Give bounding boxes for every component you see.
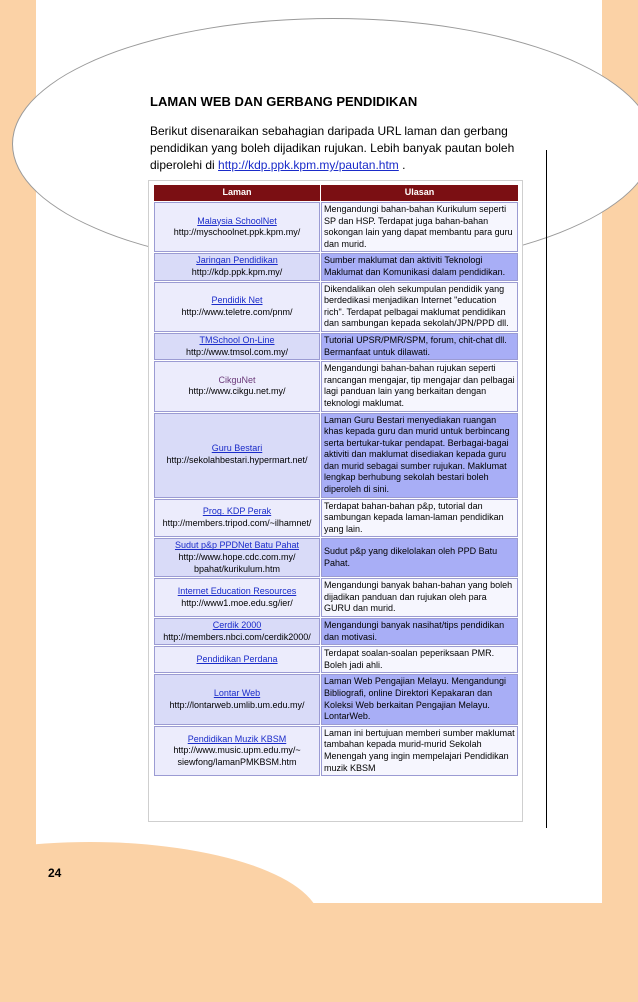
site-description: Terdapat bahan-bahan p&p, tutorial dan sambungan kepada laman-laman pendidikan yang lain.	[321, 499, 518, 538]
table-row	[154, 202, 518, 252]
header-laman: Laman	[154, 185, 320, 201]
intro-link[interactable]: http://kdp.ppk.kpm.my/pautan.htm	[218, 158, 399, 172]
site-cell	[154, 578, 320, 617]
site-url: http://sekolahbestari.hypermart.net/	[166, 455, 308, 466]
site-url: http://lontarweb.umlib.um.edu.my/	[169, 699, 305, 710]
page-number: 24	[48, 866, 62, 880]
site-url: http://kdp.ppk.kpm.my/	[191, 266, 283, 277]
site-url: http://www.music.upm.edu.my/~ siewfong/lamanPMKBSM.htm	[173, 745, 301, 767]
links-table-frame	[148, 180, 523, 822]
site-url: http://www.hope.cdc.com.my/ bpahat/kurikulum.htm	[178, 552, 296, 574]
right-margin-rule	[546, 150, 547, 828]
site-name-link[interactable]: Guru Bestari	[211, 443, 263, 454]
table-header-row	[154, 185, 518, 201]
intro-text: Berikut disenaraikan sebahagian daripada URL laman dan gerbang pendidikan yang boleh dijadikan rujukan. Lebih banyak pautan boleh diperolehi di	[150, 124, 515, 172]
table-row	[154, 646, 518, 673]
header-ulasan: Ulasan	[321, 185, 518, 201]
table-row	[154, 618, 518, 645]
table-row	[154, 282, 518, 332]
site-cell	[154, 674, 320, 724]
site-description: Mengandungi banyak nasihat/tips pendidikan dan motivasi.	[321, 618, 518, 645]
site-url: http://members.nbci.com/cerdik2000/	[163, 631, 311, 642]
site-cell	[154, 202, 320, 252]
site-cell	[154, 333, 320, 360]
site-description: Mengandungi bahan-bahan Kurikulum seperti SP dan HSP. Terdapat juga bahan-bahan sokongan lain yang dapat membantu para guru dan murid.	[321, 202, 518, 252]
table-row	[154, 499, 518, 538]
site-description: Laman ini bertujuan memberi sumber maklumat tambahan kepada murid-murid Sekolah Menengah yang ingin mempelajari Pendidikan muzik KBSM	[321, 726, 518, 776]
site-cell	[154, 361, 320, 411]
page-title: LAMAN WEB DAN GERBANG PENDIDIKAN	[150, 94, 418, 109]
site-name-link[interactable]: Lontar Web	[213, 687, 261, 698]
site-cell	[154, 499, 320, 538]
site-cell	[154, 726, 320, 776]
site-name-link[interactable]: CikguNet	[218, 374, 256, 385]
site-cell	[154, 253, 320, 280]
site-url: http://www.teletre.com/pnm/	[181, 306, 293, 317]
site-name-link[interactable]: Jaringan Pendidikan	[196, 255, 278, 266]
site-name-link[interactable]: Internet Education Resources	[177, 586, 297, 597]
table-row	[154, 538, 518, 577]
site-description: Laman Web Pengajian Melayu. Mengandungi Bibliografi, online Direktori Kepakaran dan Koleksi Web berkaitan Pengajian Melayu. LontarWeb.	[321, 674, 518, 724]
site-name-link[interactable]: Sudut p&p PPDNet Batu Pahat	[174, 540, 300, 551]
site-description: Terdapat soalan-soalan peperiksaan PMR. Boleh jadi ahli.	[321, 646, 518, 673]
site-name-link[interactable]: Pendidik Net	[211, 295, 263, 306]
site-url: http://www1.moe.edu.sg/ier/	[181, 597, 293, 608]
site-cell	[154, 618, 320, 645]
table-row	[154, 361, 518, 411]
site-url: http://www.cikgu.net.my/	[188, 386, 286, 397]
table-row	[154, 578, 518, 617]
links-table	[153, 184, 519, 777]
site-name-link[interactable]: Malaysia SchoolNet	[197, 215, 277, 226]
site-cell	[154, 538, 320, 577]
table-row	[154, 253, 518, 280]
site-description: Sudut p&p yang dikelolakan oleh PPD Batu Pahat.	[321, 538, 518, 577]
site-url: http://members.tripod.com/~ilhamnet/	[162, 518, 312, 529]
site-cell	[154, 413, 320, 498]
site-description: Dikendalikan oleh sekumpulan pendidik yang berdedikasi menjadikan Internet "education rich". Terdapat pelbagai maklumat pendidikan dan sambungan kepada sekolah/JPN/PPD dll.	[321, 282, 518, 332]
intro-end: .	[398, 158, 406, 172]
site-name-link[interactable]: Cerdik 2000	[212, 620, 262, 630]
table-row	[154, 726, 518, 776]
site-description: Mengandungi banyak bahan-bahan yang boleh dijadikan panduan dan rujukan oleh para GURU dan murid.	[321, 578, 518, 617]
site-name-link[interactable]: Pendidikan Perdana	[196, 653, 278, 664]
table-body	[154, 202, 518, 776]
site-description: Mengandungi bahan-bahan rujukan seperti rancangan mengajar, tip mengajar dan pelbagai lagi panduan lain yang berkaitan dengan teknologi maklumat.	[321, 361, 518, 411]
intro-paragraph	[150, 123, 536, 174]
site-description: Laman Guru Bestari menyediakan ruangan khas kepada guru dan murid untuk berbincang serta bertukar-tukar pendapat. Berbagai-bagai aktiviti dan maklumat disediakan kepada guru dan murid sebagai sumber rujukan. Maklumat lengkap berhubung sekolah bestari boleh diperoleh di sini.	[321, 413, 518, 498]
site-cell	[154, 646, 320, 673]
site-url: http://myschoolnet.ppk.kpm.my/	[173, 227, 301, 238]
table-row	[154, 413, 518, 498]
site-name-link[interactable]: Prog. KDP Perak	[202, 506, 272, 517]
site-url: http://www.tmsol.com.my/	[185, 346, 289, 357]
site-description: Tutorial UPSR/PMR/SPM, forum, chit-chat dll. Bermanfaat untuk dilawati.	[321, 333, 518, 360]
site-name-link[interactable]: TMSchool On-Line	[199, 334, 275, 345]
table-row	[154, 674, 518, 724]
site-cell	[154, 282, 320, 332]
table-row	[154, 333, 518, 360]
site-name-link[interactable]: Pendidikan Muzik KBSM	[187, 733, 287, 744]
site-description: Sumber maklumat dan aktiviti Teknologi Maklumat dan Komunikasi dalam pendidikan.	[321, 253, 518, 280]
